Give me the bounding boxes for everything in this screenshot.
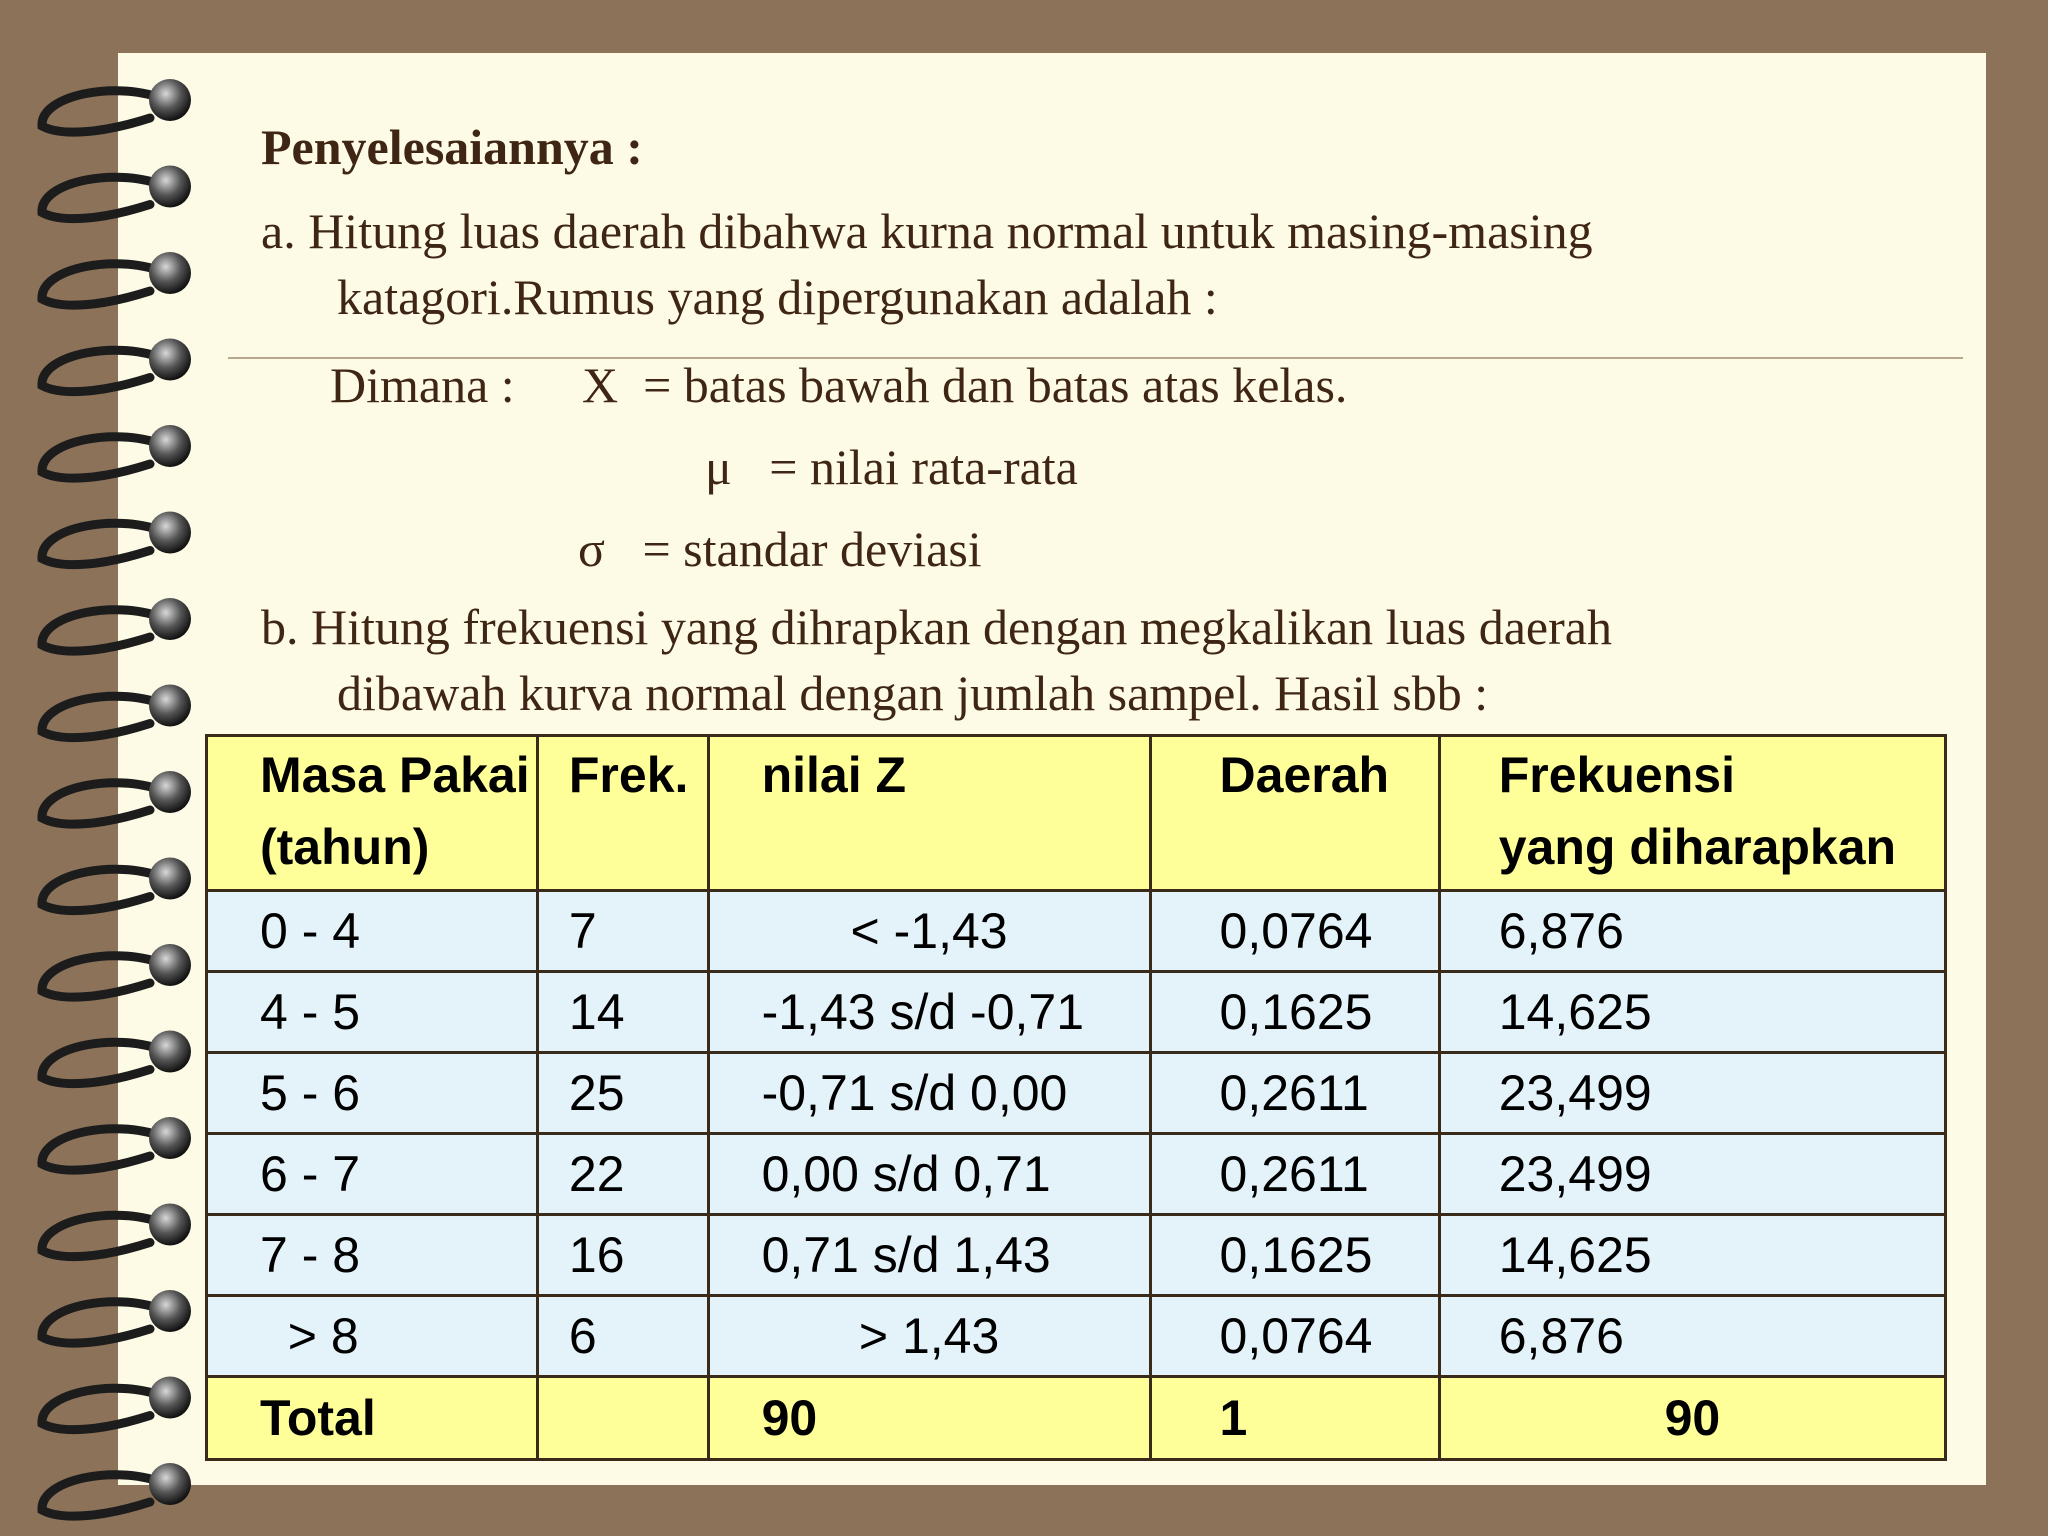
definition-prefix: Dimana : [330,357,515,413]
total-frek: 90 [708,1377,1150,1460]
table-total-row [207,1377,1946,1460]
cell-daerah: 0,1625 [1150,972,1439,1053]
spiral-hole [149,598,191,640]
frequency-table [205,734,1947,1461]
spiral-coil [42,610,165,651]
cell-nilai-z: 0,00 s/d 0,71 [708,1134,1150,1215]
table-row [207,1134,1946,1215]
spiral-hole [149,512,191,554]
cell-nilai-z: -0,71 s/d 0,00 [708,1053,1150,1134]
cell-masa-pakai: 6 - 7 [207,1134,538,1215]
cell-frekuensi: 6,876 [1439,891,1945,972]
spiral-coil [42,1388,165,1429]
spiral-coil [42,91,165,132]
total-frekuensi: 90 [1439,1377,1945,1460]
cell-frekuensi: 6,876 [1439,1296,1945,1377]
spiral-hole [149,425,191,467]
cell-frek: 25 [537,1053,708,1134]
cell-masa-pakai: 0 - 4 [207,891,538,972]
cell-frek: 16 [537,1215,708,1296]
spiral-binding [0,0,210,1536]
spiral-coil [42,783,165,824]
cell-daerah: 0,1625 [1150,1215,1439,1296]
spiral-coil [42,1042,165,1083]
spiral-coil [42,1215,165,1256]
cell-daerah: 0,2611 [1150,1053,1439,1134]
cell-frek: 6 [537,1296,708,1377]
cell-daerah: 0,2611 [1150,1134,1439,1215]
table-row [207,1296,1946,1377]
spiral-hole [149,166,191,208]
spiral-hole [149,339,191,381]
spiral-coil [42,350,165,391]
total-daerah: 1 [1150,1377,1439,1460]
spiral-hole [149,1290,191,1332]
solution-heading: Penyelesaiannya : [261,119,643,175]
header-nilai-z: nilai Z [708,736,1150,891]
cell-frekuensi: 23,499 [1439,1134,1945,1215]
spiral-hole [149,1117,191,1159]
cell-nilai-z: < -1,43 [708,891,1150,972]
step-b-text [261,594,1961,726]
spiral-coil [42,264,165,305]
definition-mu: μ = nilai rata-rata [705,439,1078,495]
step-a-line2: katagori.Rumus yang dipergunakan adalah : [337,269,1218,325]
spiral-hole [149,79,191,121]
spiral-hole [149,1031,191,1073]
spiral-hole [149,252,191,294]
step-a-line1: a. Hitung luas daerah dibahwa kurna normal untuk masing-masing [261,203,1593,259]
spiral-coil [42,177,165,218]
header-frek: Frek. [537,736,708,891]
definition-sigma: σ = standar deviasi [578,521,982,577]
cell-daerah: 0,0764 [1150,891,1439,972]
spiral-coil [42,523,165,564]
cell-nilai-z: 0,71 s/d 1,43 [708,1215,1150,1296]
table-row [207,972,1946,1053]
spiral-hole [149,858,191,900]
cell-masa-pakai: > 8 [207,1296,538,1377]
definition-x: X = batas bawah dan batas atas kelas. [582,357,1348,413]
step-a-text [261,198,1961,330]
spiral-coil [42,696,165,737]
cell-masa-pakai: 7 - 8 [207,1215,538,1296]
table-row [207,1053,1946,1134]
spiral-coil [42,1129,165,1170]
cell-frek: 22 [537,1134,708,1215]
spiral-coil [42,1475,165,1516]
total-label: Total [207,1377,538,1460]
step-b-line2: dibawah kurva normal dengan jumlah sampel. Hasil sbb : [337,665,1489,721]
step-b-line1: b. Hitung frekuensi yang dihrapkan dengan megkalikan luas daerah [261,599,1612,655]
cell-masa-pakai: 5 - 6 [207,1053,538,1134]
table-header-row [207,736,1946,891]
cell-nilai-z: -1,43 s/d -0,71 [708,972,1150,1053]
header-frekuensi-diharapkan: Frekuensi yang diharapkan [1439,736,1945,891]
spiral-coil [42,869,165,910]
cell-frek: 7 [537,891,708,972]
header-masa-pakai: Masa Pakai (tahun) [207,736,538,891]
header-daerah: Daerah [1150,736,1439,891]
cell-frekuensi: 14,625 [1439,1215,1945,1296]
cell-daerah: 0,0764 [1150,1296,1439,1377]
table-row [207,891,1946,972]
spiral-hole [149,771,191,813]
spiral-hole [149,1463,191,1505]
spiral-hole [149,944,191,986]
spiral-hole [149,1204,191,1246]
spiral-coil [42,1302,165,1343]
cell-frek: 14 [537,972,708,1053]
cell-nilai-z: > 1,43 [708,1296,1150,1377]
table-row [207,1215,1946,1296]
spiral-coil [42,956,165,997]
total-frek-empty [537,1377,708,1460]
cell-masa-pakai: 4 - 5 [207,972,538,1053]
spiral-hole [149,685,191,727]
spiral-coil [42,437,165,478]
cell-frekuensi: 14,625 [1439,972,1945,1053]
spiral-hole [149,1377,191,1419]
cell-frekuensi: 23,499 [1439,1053,1945,1134]
